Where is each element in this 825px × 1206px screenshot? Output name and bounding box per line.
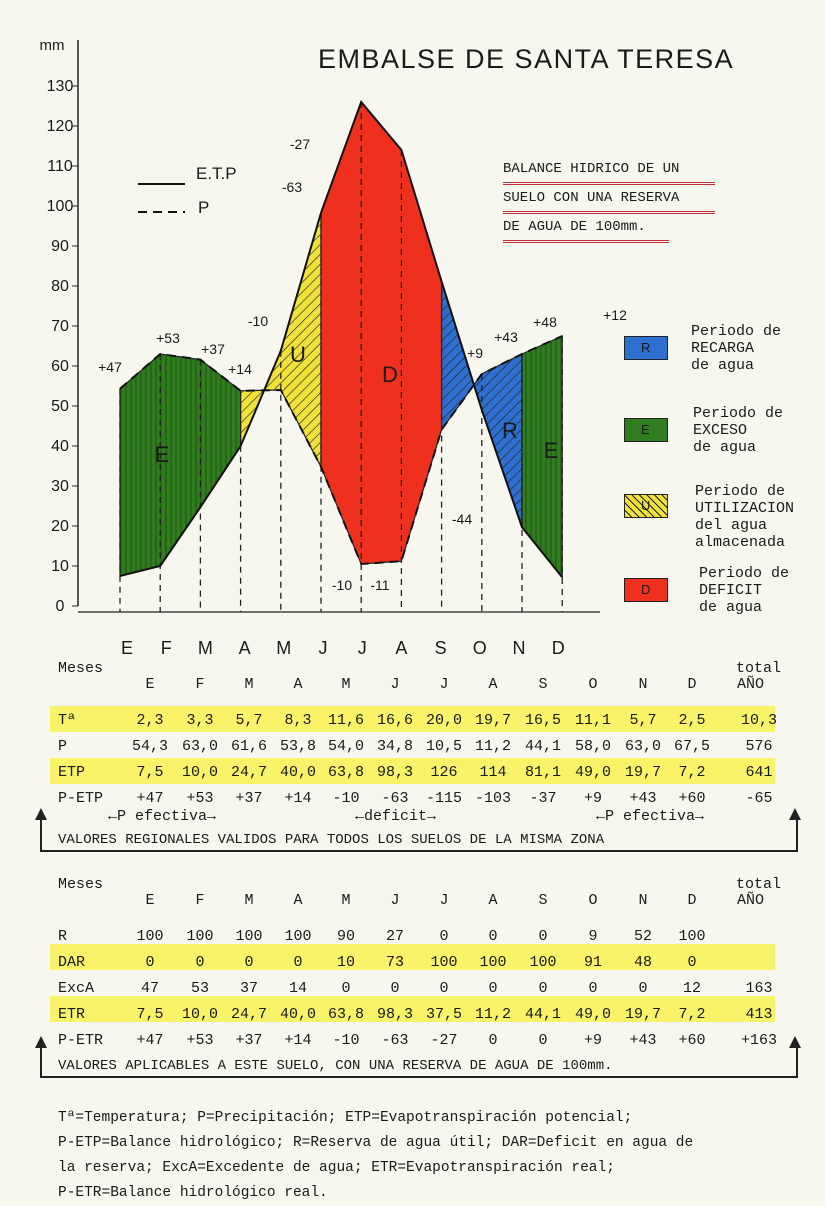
x-tick-label-11: D: [551, 638, 565, 658]
table2-cell-2-11: 12: [682, 980, 702, 997]
table1-period-marker-0: ←P efectiva→: [108, 808, 217, 825]
legend-etp-label: E.T.P: [196, 164, 237, 183]
table1-cell-3-4: -10: [332, 790, 360, 807]
annotation-9: -44: [451, 511, 473, 527]
table2-month-10: N: [638, 892, 648, 909]
table2-cell-3-11: 7,2: [678, 1006, 706, 1023]
table2-cell-1-11: 0: [687, 954, 697, 971]
table2-cell-3-9: 49,0: [574, 1006, 612, 1023]
table1-cell-2-3: 40,0: [279, 764, 317, 781]
table2-cell-4-3: +14: [284, 1032, 312, 1049]
table1-cell-3-8: -37: [529, 790, 557, 807]
table1-month-2: M: [244, 676, 254, 693]
table2-month-4: M: [341, 892, 351, 909]
table2-cell-3-6: 37,5: [425, 1006, 463, 1023]
y-tick-label-13: 130: [46, 78, 74, 95]
table1-cell-0-4: 11,6: [327, 712, 365, 729]
table2-cell-0-2: 100: [235, 928, 263, 945]
table1-period-marker-1: ←deficit→: [355, 808, 437, 825]
table2-cell-3-5: 98,3: [376, 1006, 414, 1023]
table1-cell-2-8: 81,1: [524, 764, 562, 781]
x-tick-label-4: M: [276, 638, 292, 658]
table1-cell-3-1: +53: [186, 790, 214, 807]
table1-period-marker-2: ←P efectiva→: [596, 808, 705, 825]
table1-month-4: M: [341, 676, 351, 693]
table1-cell-1-10: 63,0: [624, 738, 662, 755]
table2-cell-3-0: 7,5: [136, 1006, 164, 1023]
y-tick-label-6: 60: [51, 358, 69, 375]
table2-month-6: J: [439, 892, 449, 909]
table2-cell-0-4: 90: [336, 928, 356, 945]
table2-cell-2-9: 0: [588, 980, 598, 997]
table1-cell-1-6: 10,5: [425, 738, 463, 755]
region-letter-1: U: [290, 342, 306, 367]
y-tick-label-8: 80: [51, 278, 69, 295]
annotation-0: +47: [98, 359, 122, 375]
table1-cell-3-9: +9: [583, 790, 603, 807]
region-letter-2: D: [382, 362, 398, 387]
table1-cell-2-9: 49,0: [574, 764, 612, 781]
table1-row-label-1: P: [58, 738, 68, 755]
table1-cell-2-1: 10,0: [181, 764, 219, 781]
table1-cell-1-4: 54,0: [327, 738, 365, 755]
table2-row-label-4: P-ETR: [58, 1032, 104, 1049]
table1-month-5: J: [390, 676, 400, 693]
table1-cell-3-7: -103: [474, 790, 512, 807]
table1-cell-0-9: 11,1: [574, 712, 612, 729]
table2-cell-4-9: +9: [583, 1032, 603, 1049]
x-tick-label-10: N: [512, 638, 526, 658]
table2-cell-1-1: 0: [195, 954, 205, 971]
table1-month-6: J: [439, 676, 449, 693]
table1-month-10: N: [638, 676, 648, 693]
table1-cell-0-8: 16,5: [524, 712, 562, 729]
table1-cell-0-7: 19,7: [474, 712, 512, 729]
table1-bracket-right-arrow: [789, 808, 801, 820]
table1-cell-0-2: 5,7: [235, 712, 263, 729]
table1-total-label-year: AÑO: [737, 676, 765, 693]
annotation-11: +43: [494, 329, 518, 345]
legend-deficit-label: Periodo de DEFICIT de agua: [699, 565, 790, 616]
table1-months-label: Meses: [58, 660, 104, 677]
table2-row-label-3: ETR: [58, 1006, 86, 1023]
annotation-3: +14: [228, 361, 252, 377]
y-tick-label-3: 30: [51, 478, 69, 495]
table1-cell-2-6: 126: [430, 764, 458, 781]
table2-cell-4-11: +60: [678, 1032, 706, 1049]
table2-cell-1-9: 91: [583, 954, 603, 971]
annotation-4: -10: [247, 313, 269, 329]
table2-cell-0-5: 27: [385, 928, 405, 945]
deficit-region: [321, 102, 442, 564]
table2-cell-2-1: 53: [190, 980, 210, 997]
table2-cell-2-8: 0: [538, 980, 548, 997]
table2-cell-2-5: 0: [390, 980, 400, 997]
table2-cell-2-0: 47: [140, 980, 160, 997]
table2-month-7: A: [488, 892, 498, 909]
balance-note-line-2: SUELO CON UNA RESERVA: [503, 185, 715, 214]
table2-cell-3-1: 10,0: [181, 1006, 219, 1023]
annotation-2: +37: [201, 341, 225, 357]
legend-utilizacion-label: Periodo de UTILIZACION del agua almacenada: [695, 483, 795, 551]
table1-row-label-0: Tª: [58, 712, 77, 729]
legend-recarga-swatch: [624, 336, 668, 360]
table2-cell-1-4: 10: [336, 954, 356, 971]
table1-cell-0-11: 2,5: [678, 712, 706, 729]
balance-note-line-3: DE AGUA DE 100mm.: [503, 214, 669, 243]
y-tick-label-5: 50: [51, 398, 69, 415]
table2-month-0: E: [145, 892, 155, 909]
legend-exceso-label: Periodo de EXCESO de agua: [693, 405, 784, 456]
table1-cell-0-0: 2,3: [136, 712, 164, 729]
table2-cell-4-4: -10: [332, 1032, 360, 1049]
table1-cell-0-3: 8,3: [284, 712, 312, 729]
exceso-region-1-hatch: [120, 354, 241, 576]
table1-cell-3-0: +47: [136, 790, 164, 807]
annotation-5: -63: [281, 179, 303, 195]
y-tick-label-10: 100: [46, 198, 74, 215]
chart-title: EMBALSE DE SANTA TERESA: [318, 44, 735, 74]
table1-cell-1-1: 63,0: [181, 738, 219, 755]
table2-cell-0-10: 52: [633, 928, 653, 945]
y-tick-label-11: 110: [47, 158, 73, 175]
table1-month-8: S: [538, 676, 548, 693]
table1-cell-3-3: +14: [284, 790, 312, 807]
table2-cell-1-6: 100: [430, 954, 458, 971]
table1-month-1: F: [195, 676, 205, 693]
table2-total-3: 413: [745, 1006, 773, 1023]
table2-cell-2-4: 0: [341, 980, 351, 997]
table2-cell-1-3: 0: [293, 954, 303, 971]
table1-cell-1-2: 61,6: [230, 738, 268, 755]
annotation-8: -11: [370, 577, 390, 593]
table2-cell-3-2: 24,7: [230, 1006, 268, 1023]
table2-month-2: M: [244, 892, 254, 909]
table2-month-3: A: [293, 892, 303, 909]
x-tick-label-8: S: [434, 638, 447, 658]
annotation-13: +12: [603, 307, 627, 323]
table1-cell-1-7: 11,2: [474, 738, 512, 755]
table1-note: VALORES REGIONALES VALIDOS PARA TODOS LOS SUELOS DE LA MISMA ZONA: [58, 832, 605, 848]
legend-exceso-swatch: [624, 418, 668, 442]
table2-cell-4-0: +47: [136, 1032, 164, 1049]
legend-recarga-label: Periodo de RECARGA de agua: [691, 323, 782, 374]
table1-cell-1-8: 44,1: [524, 738, 562, 755]
table1-row-label-2: ETP: [58, 764, 86, 781]
table2-cell-0-9: 9: [588, 928, 598, 945]
table2-total-4: +163: [740, 1032, 778, 1049]
footnote-line-2: P-ETP=Balance hidrológico; R=Reserva de agua útil; DAR=Deficit en agua de: [58, 1135, 694, 1151]
table2-month-11: D: [687, 892, 697, 909]
annotation-1: +53: [156, 330, 180, 346]
table1-cell-0-6: 20,0: [425, 712, 463, 729]
table1-cell-3-5: -63: [381, 790, 409, 807]
table2-total-2: 163: [745, 980, 773, 997]
table1-cell-1-11: 67,5: [673, 738, 711, 755]
table2-cell-2-6: 0: [439, 980, 449, 997]
table1-month-11: D: [687, 676, 697, 693]
table2-row-label-2: ExcA: [58, 980, 95, 997]
table2-row-label-0: R: [58, 928, 68, 945]
legend-deficit-code: D: [641, 582, 651, 597]
table2-cell-3-8: 44,1: [524, 1006, 562, 1023]
legend-utilizacion-swatch: [624, 494, 668, 518]
y-axis-label: mm: [39, 37, 65, 54]
table2-row-label-1: DAR: [58, 954, 86, 971]
table2-cell-4-7: 0: [488, 1032, 498, 1049]
table2-cell-4-8: 0: [538, 1032, 548, 1049]
y-tick-label-12: 120: [46, 118, 74, 135]
table1-cell-1-5: 34,8: [376, 738, 414, 755]
table1-bracket-left-arrow: [35, 808, 47, 820]
x-tick-label-5: J: [318, 638, 328, 658]
table2-month-5: J: [390, 892, 400, 909]
region-letter-3: R: [502, 418, 518, 443]
table2-note: VALORES APLICABLES A ESTE SUELO, CON UNA RESERVA DE AGUA DE 100mm.: [58, 1058, 613, 1074]
table2-cell-1-2: 0: [244, 954, 254, 971]
x-tick-label-3: A: [238, 638, 251, 658]
legend-utilizacion-code: U: [641, 498, 651, 513]
table1-total-3: -65: [745, 790, 773, 807]
y-tick-label-7: 70: [51, 318, 69, 335]
table1-cell-3-10: +43: [629, 790, 657, 807]
table1-month-3: A: [293, 676, 303, 693]
table2-total-label: total: [736, 876, 782, 893]
table1-cell-3-2: +37: [235, 790, 263, 807]
table2-cell-4-10: +43: [629, 1032, 657, 1049]
table2-cell-0-7: 0: [488, 928, 498, 945]
footnote: [58, 1106, 693, 1206]
balance-note-box: [503, 156, 715, 243]
table1-cell-2-10: 19,7: [624, 764, 662, 781]
table1-cell-3-6: -115: [425, 790, 463, 807]
annotation-12: +48: [533, 314, 557, 330]
table2-cell-0-1: 100: [186, 928, 214, 945]
table1-cell-2-0: 7,5: [136, 764, 164, 781]
y-tick-label-2: 20: [51, 518, 69, 535]
table2-cell-4-2: +37: [235, 1032, 263, 1049]
table1-month-7: A: [488, 676, 498, 693]
table1-cell-1-0: 54,3: [131, 738, 169, 755]
table1-cell-2-7: 114: [479, 764, 507, 781]
table2-cell-3-7: 11,2: [474, 1006, 512, 1023]
table1-total-1: 576: [745, 738, 773, 755]
table1-month-9: O: [588, 676, 598, 693]
table2-cell-1-10: 48: [633, 954, 653, 971]
table1-cell-0-5: 16,6: [376, 712, 414, 729]
table2-cell-4-1: +53: [186, 1032, 214, 1049]
y-tick-label-9: 90: [51, 238, 69, 255]
table2-cell-2-2: 37: [239, 980, 259, 997]
table2-bracket-right-arrow: [789, 1036, 801, 1048]
table2-cell-1-7: 100: [479, 954, 507, 971]
table2-cell-2-7: 0: [488, 980, 498, 997]
table1-cell-1-3: 53,8: [279, 738, 317, 755]
table1-total-2: 641: [745, 764, 773, 781]
y-tick-label-4: 40: [51, 438, 69, 455]
x-tick-label-6: J: [357, 638, 367, 658]
table2-highlight-dar: [50, 944, 775, 970]
footnote-line-1: Tª=Temperatura; P=Precipitación; ETP=Evapotranspiración potencial;: [58, 1110, 633, 1126]
table2-cell-0-0: 100: [136, 928, 164, 945]
x-tick-label-9: O: [472, 638, 487, 658]
annotation-10: +9: [467, 345, 483, 361]
table2-cell-4-6: -27: [430, 1032, 458, 1049]
table2-month-8: S: [538, 892, 548, 909]
table1-total-0: 10,3: [740, 712, 778, 729]
table1-cell-3-11: +60: [678, 790, 706, 807]
table1-row-label-3: P-ETP: [58, 790, 104, 807]
table1-cell-2-2: 24,7: [230, 764, 268, 781]
table1-cell-0-1: 3,3: [186, 712, 214, 729]
table1-cell-0-10: 5,7: [629, 712, 657, 729]
annotation-6: -27: [289, 136, 311, 152]
table2-cell-2-10: 0: [638, 980, 648, 997]
x-tick-label-2: M: [197, 638, 213, 658]
table1-cell-2-11: 7,2: [678, 764, 706, 781]
y-tick-label-0: 0: [55, 598, 65, 615]
region-letter-0: E: [154, 442, 170, 467]
table1-cell-1-9: 58,0: [574, 738, 612, 755]
table2-cell-1-5: 73: [385, 954, 405, 971]
table2-month-1: F: [195, 892, 205, 909]
region-letter-4: E: [543, 438, 559, 463]
table2-months-label: Meses: [58, 876, 104, 893]
footnote-line-4: P-ETR=Balance hidrológico real.: [58, 1185, 328, 1201]
table2-cell-3-3: 40,0: [279, 1006, 317, 1023]
x-tick-label-1: F: [160, 638, 172, 658]
table2-cell-3-4: 63,8: [327, 1006, 365, 1023]
table2-cell-2-3: 14: [288, 980, 308, 997]
legend-p-label: P: [198, 198, 210, 217]
balance-note-line-1: BALANCE HIDRICO DE UN: [503, 156, 715, 185]
table1-cell-2-4: 63,8: [327, 764, 365, 781]
table2-cell-1-0: 0: [145, 954, 155, 971]
legend-exceso-code: E: [641, 422, 650, 437]
table1-cell-2-5: 98,3: [376, 764, 414, 781]
x-tick-label-0: E: [120, 638, 134, 658]
table2-cell-0-8: 0: [538, 928, 548, 945]
legend-recarga-code: R: [641, 340, 651, 355]
table2-cell-4-5: -63: [381, 1032, 409, 1049]
table2-cell-0-3: 100: [284, 928, 312, 945]
table2-cell-3-10: 19,7: [624, 1006, 662, 1023]
table2-total-label-year: AÑO: [737, 892, 765, 909]
annotation-7: -10: [331, 577, 353, 593]
legend-deficit-swatch: [624, 578, 668, 602]
table1-month-0: E: [145, 676, 155, 693]
table2-cell-0-11: 100: [678, 928, 706, 945]
table2-bracket-left-arrow: [35, 1036, 47, 1048]
table2-cell-0-6: 0: [439, 928, 449, 945]
x-tick-label-7: A: [395, 638, 408, 658]
footnote-line-3: la reserva; ExcA=Excedente de agua; ETR=Evapotranspiración real;: [58, 1160, 615, 1176]
table2-cell-1-8: 100: [529, 954, 557, 971]
table2-month-9: O: [588, 892, 598, 909]
table1-total-label: total: [736, 660, 782, 677]
y-tick-label-1: 10: [51, 558, 69, 575]
